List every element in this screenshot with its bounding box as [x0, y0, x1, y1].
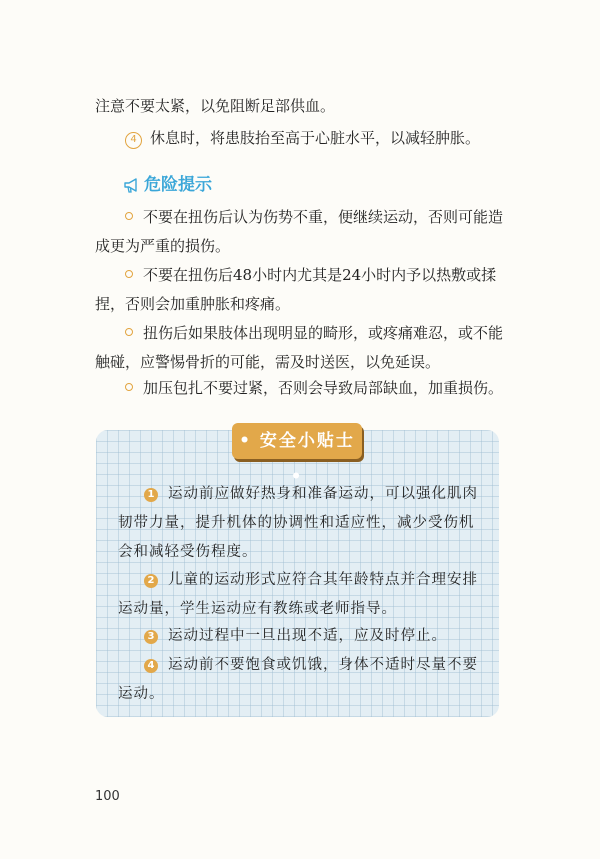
tip-number-badge: 4 [144, 659, 158, 673]
tip-item-text: 运动前不要饱食或饥饿，身体不适时尽量不要运动。 [118, 657, 478, 702]
bullet-icon [125, 383, 133, 391]
page-number: 100 [95, 789, 120, 804]
safety-tips-title: • 安全小贴士 • [232, 423, 362, 459]
tip-item-text: 儿童的运动形式应符合其年龄特点并合理安排运动量，学生运动应有教练或老师指导。 [118, 572, 478, 617]
warning-item [95, 374, 507, 403]
warning-heading-text: 危险提示 [144, 175, 212, 195]
bullet-icon [125, 328, 133, 336]
body-paragraph-continued: 注意不要太紧，以免阻断足部供血。 [95, 97, 336, 115]
warning-item-text: 加压包扎不要过紧，否则会导致局部缺血，加重损伤。 [143, 379, 504, 397]
bullet-icon [125, 270, 133, 278]
warning-item-text: 不要在扭伤后认为伤势不重，便继续运动，否则可能造成更为严重的损伤。 [95, 208, 504, 255]
tip-item-text: 运动前应做好热身和准备运动，可以强化肌肉韧带力量，提升机体的协调性和适应性，减少受伤机会和减轻受伤程度。 [118, 486, 478, 560]
tip-number-badge: 3 [144, 630, 158, 644]
tip-number-badge: 2 [144, 574, 158, 588]
megaphone-icon [124, 178, 140, 193]
tip-item [118, 480, 478, 567]
warning-item [95, 203, 507, 261]
warning-item-text: 不要在扭伤后48小时内尤其是24小时内予以热敷或揉捏，否则会加重肿胀和疼痛。 [95, 266, 497, 313]
bullet-icon [125, 212, 133, 220]
step-4-text: 休息时，将患肢抬至高于心脏水平，以减轻肿胀。 [150, 129, 481, 147]
warning-heading [124, 170, 212, 195]
tip-item [118, 622, 478, 651]
tip-item [118, 566, 478, 624]
tip-number-badge: 1 [144, 488, 158, 502]
warning-item [95, 261, 507, 319]
step-4-paragraph [95, 124, 507, 153]
tip-item-text: 运动过程中一旦出现不适，应及时停止。 [168, 628, 447, 644]
warning-item-text: 扭伤后如果肢体出现明显的畸形，或疼痛难忍，或不能触碰，应警惕骨折的可能，需及时送医，以免延误。 [95, 324, 504, 371]
tip-item [118, 651, 478, 709]
warning-item [95, 319, 507, 377]
step-number-badge: 4 [125, 132, 142, 149]
